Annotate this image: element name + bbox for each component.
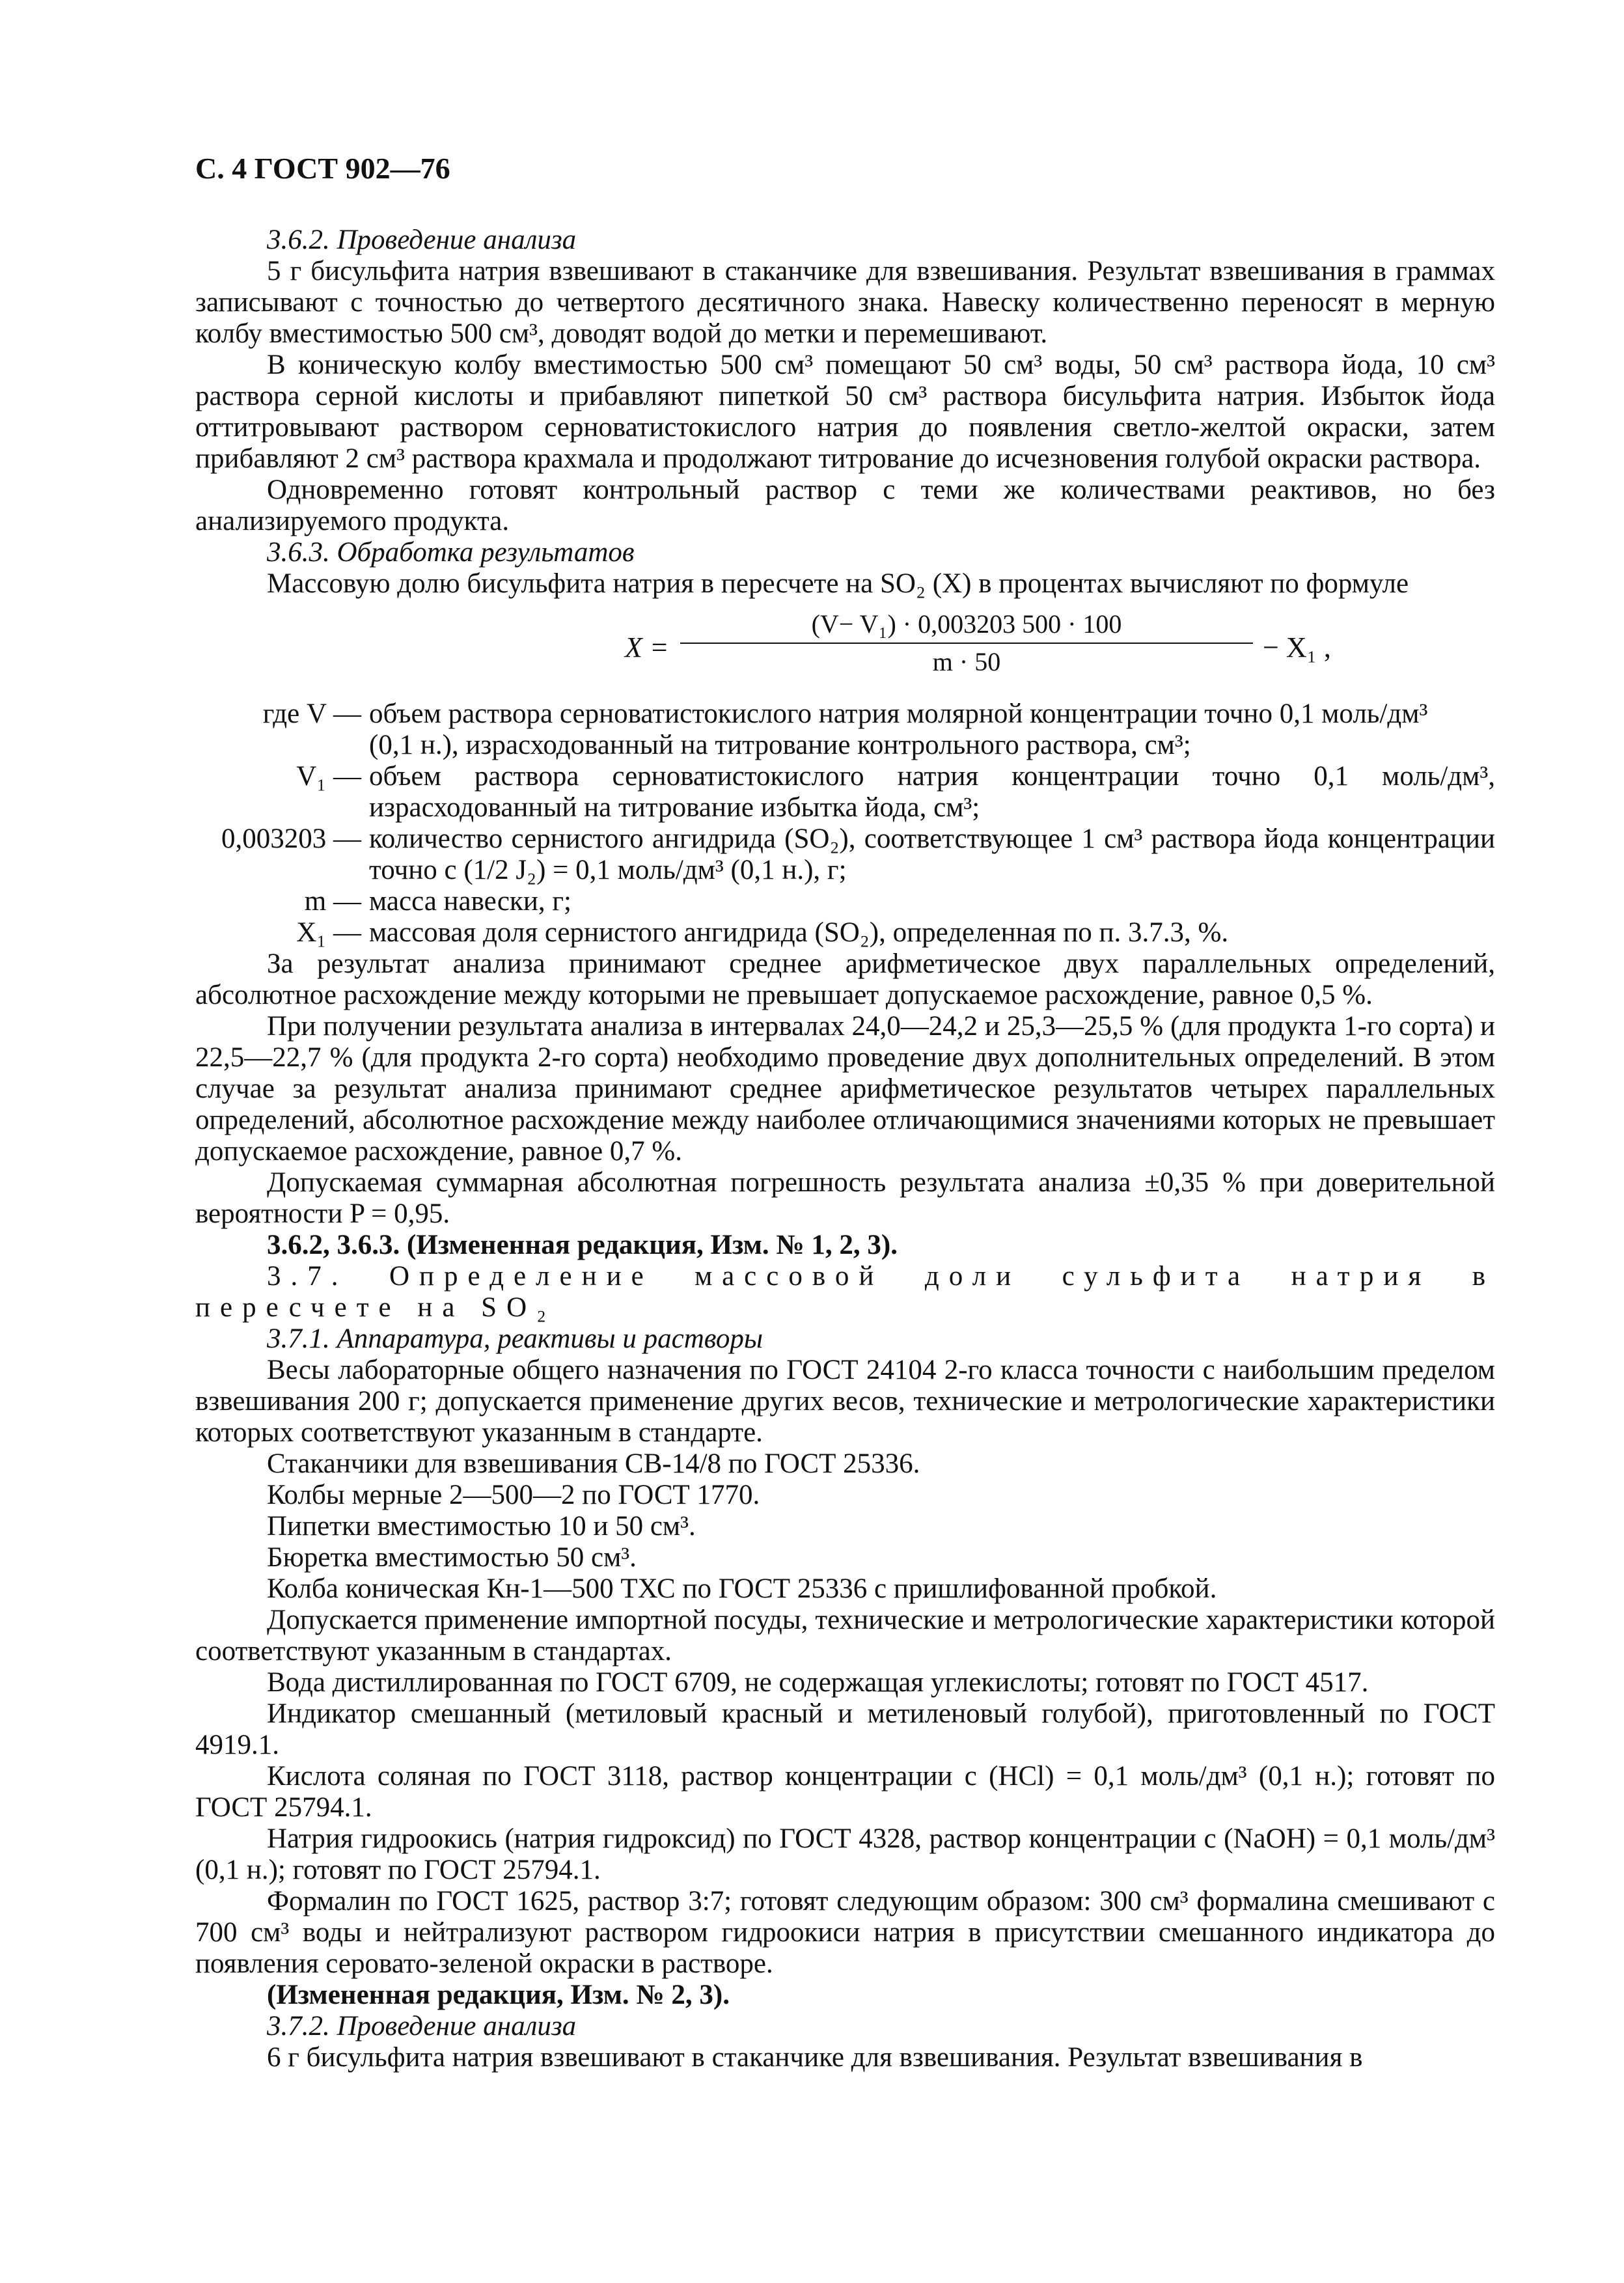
amendment-note: 3.6.2, 3.6.3. (Измененная редакция, Изм. № 1, 2, 3). [267, 1230, 898, 1260]
definition-item [195, 886, 1495, 917]
document-body [195, 225, 1495, 2073]
definition-term: X₁ — [296, 917, 361, 948]
paragraph: Кислота соляная по ГОСТ 3118, раствор концентрации c (HCl) = 0,1 моль/дм³ (0,1 н.); готовят по ГОСТ 25794.1. [195, 1761, 1495, 1823]
definition-text: масса навески, г; [369, 886, 571, 917]
paragraph: Вода дистиллированная по ГОСТ 6709, не содержащая углекислоты; готовят по ГОСТ 4517. [267, 1667, 1369, 1698]
definition-item [195, 699, 1495, 730]
paragraph: Допускается применение импортной посуды, технические и метрологические характеристики которой соответствуют указанным в стандартах. [195, 1605, 1495, 1667]
definition-term: 0,003203 — [221, 823, 361, 854]
section-heading-3-7-2: 3.7.2. Проведение анализа [267, 2011, 577, 2041]
section-heading-3-6-3: 3.6.3. Обработка результатов [267, 537, 635, 568]
paragraph: Формалин по ГОСТ 1625, раствор 3:7; готовят следующим образом: 300 см³ формалина смешивают с 700 см³ воды и нейтрализуют раствором гидроокиси натрия в присутствии смешанного индикатора до появления серовато-зеленой окраски в растворе. [195, 1886, 1495, 1979]
paragraph: 5 г бисульфита натрия взвешивают в стаканчике для взвешивания. Результат взвешивания в граммах записывают с точностью до четвертого десятичного знака. Навеску количественно переносят в мерную колбу вместимостью 500 см³, доводят водой до метки и перемешивают. [195, 256, 1495, 349]
paragraph: Допускаемая суммарная абсолютная погрешность результата анализа ±0,35 % при доверительной вероятности P = 0,95. [195, 1167, 1495, 1229]
definition-item [195, 917, 1495, 948]
definition-text: объем раствора серноватистокислого натрия молярной концентрации точно 0,1 моль/дм³ [369, 699, 1428, 729]
paragraph: При получении результата анализа в интервалах 24,0—24,2 и 25,3—25,5 % (для продукта 1-го сорта) и 22,5—22,7 % (для продукта 2-го сорта) необходимо проведение двух дополнительных определений. В этом случае за результат анализа принимают среднее арифметическое результатов четырех параллельных определений, абсолютное расхождение между наиболее отличающимися значениями которых не превышает допускаемое расхождение, равное 0,7 %. [195, 1011, 1495, 1167]
section-heading-3-7-1: 3.7.1. Аппаратура, реактивы и растворы [267, 1323, 764, 1354]
definition-term: V₁ — [296, 761, 361, 792]
formula-fraction [680, 609, 1253, 678]
formula-tail: − X₁ , [1263, 631, 1331, 663]
definition-term: где V — [262, 699, 361, 729]
formula-lhs: X = [625, 631, 669, 663]
section-heading-3-7: 3.7. Определение массовой доли сульфита натрия в пересчете на SO₂ [195, 1261, 1495, 1323]
definition-text: объем раствора серноватистокислого натрия концентрации точно 0,1 моль/дм³, израсходованный на титрование избытка йода, см³; [369, 761, 1495, 823]
paragraph: Массовую долю бисульфита натрия в пересчете на SO₂ (X) в процентах вычисляют по формуле [267, 568, 1409, 599]
paragraph: Пипетки вместимостью 10 и 50 см³. [267, 1511, 696, 1542]
paragraph: За результат анализа принимают среднее арифметическое двух параллельных определений, абсолютное расхождение между которыми не превышает допускаемое расхождение, равное 0,5 %. [195, 948, 1495, 1010]
definition-item [195, 761, 1495, 823]
definition-text: количество сернистого ангидрида (SO₂), соответствующее 1 см³ раствора йода концентрации точно c (1/2 J₂) = 0,1 моль/дм³ (0,1 н.), г; [369, 823, 1495, 885]
paragraph: Бюретка вместимостью 50 см³. [267, 1542, 637, 1573]
paragraph: Колбы мерные 2—500—2 по ГОСТ 1770. [267, 1480, 760, 1510]
paragraph: 6 г бисульфита натрия взвешивают в стаканчике для взвешивания. Результат взвешивания в [267, 2042, 1363, 2073]
paragraph: Одновременно готовят контрольный раствор с теми же количествами реактивов, но без анализируемого продукта. [195, 475, 1495, 536]
definition-continuation: (0,1 н.), израсходованный на титрование контрольного раствора, см³; [369, 730, 1191, 760]
paragraph: Колба коническая Кн-1—500 ТХС по ГОСТ 25336 с пришлифованной пробкой. [267, 1573, 1217, 1604]
definition-item [195, 823, 1495, 886]
definition-term: m — [304, 886, 361, 917]
paragraph: Весы лабораторные общего назначения по ГОСТ 24104 2-го класса точности с наибольшим пределом взвешивания 200 г; допускается применение других весов, технические и метрологические характеристики которых соответствуют указанным в стандарте. [195, 1355, 1495, 1448]
page-header: С. 4 ГОСТ 902—76 [195, 152, 450, 185]
paragraph: Натрия гидроокись (натрия гидроксид) по ГОСТ 4328, раствор концентрации c (NaOH) = 0,1 моль/дм³ (0,1 н.); готовят по ГОСТ 25794.1. [195, 1823, 1495, 1885]
formula-numerator: (V− V₁) · 0,003203 500 · 100 [680, 609, 1253, 644]
section-heading-3-6-2: 3.6.2. Проведение анализа [267, 225, 577, 255]
formula [195, 605, 1495, 696]
paragraph: Стаканчики для взвешивания СВ-14/8 по ГОСТ 25336. [267, 1448, 920, 1479]
paragraph: В коническую колбу вместимостью 500 см³ помещают 50 см³ воды, 50 см³ раствора йода, 10 см³ раствора серной кислоты и прибавляют пипеткой 50 см³ раствора бисульфита натрия. Избыток йода оттитровывают раствором серноватистокислого натрия до появления светло-желтой окраски, затем прибавляют 2 см³ раствора крахмала и продолжают титрование до исчезновения голубой окраски раствора. [195, 350, 1495, 474]
paragraph: Индикатор смешанный (метиловый красный и метиленовый голубой), приготовленный по ГОСТ 4919.1. [195, 1698, 1495, 1760]
formula-denominator: m · 50 [932, 647, 1001, 676]
amendment-note: (Измененная редакция, Изм. № 2, 3). [267, 1980, 730, 2010]
definition-text: массовая доля сернистого ангидрида (SO₂), определенная по п. 3.7.3, %. [369, 917, 1229, 948]
